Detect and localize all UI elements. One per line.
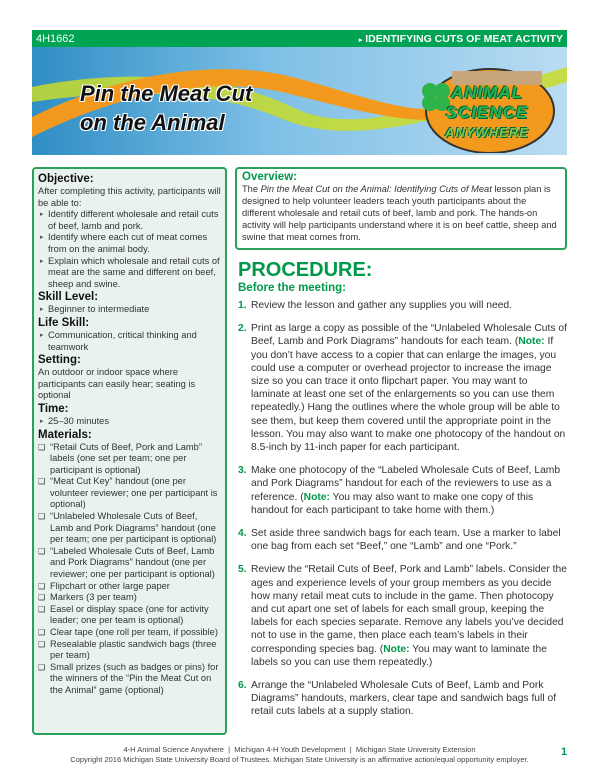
sidebar-summary bbox=[32, 167, 227, 735]
page-number: 1 bbox=[561, 746, 568, 758]
overview-box bbox=[235, 167, 567, 250]
material-item: ❑ Clear tape (one roll per team, if possible) bbox=[38, 627, 221, 639]
procedure-subheading: Before the meeting: bbox=[238, 282, 346, 294]
objective-heading: Objective: bbox=[38, 173, 94, 185]
time-heading: Time: bbox=[38, 402, 69, 415]
procedure-step: 1. Review the lesson and gather any supplies you will need. bbox=[238, 300, 513, 311]
setting-text: An outdoor or indoor space where participants can easily hear; seating is optional bbox=[38, 367, 196, 401]
footer-credits: 4-H Animal Science Anywhere | Michigan 4-H Youth Development | Michigan State University Extension bbox=[123, 745, 476, 754]
life-skill-heading: Life Skill: bbox=[38, 316, 90, 329]
header-bar bbox=[32, 30, 567, 47]
material-item: ❑ Resealable plastic sandwich bags (three per team) bbox=[38, 639, 221, 662]
materials-heading: Materials: bbox=[38, 428, 92, 441]
material-item: ❑ Small prizes (such as badges or pins) for the winners of the “Pin the Meat Cut on the Animal” game (optional) bbox=[38, 662, 221, 697]
skill-level: ▸ Beginner to intermediate bbox=[38, 304, 221, 316]
procedure-step: 4. Set aside three sandwich bags for each team. Use a marker to label one bag from each set “Beef,” one “Lamb” and one “Pork.” bbox=[238, 528, 561, 553]
setting-heading: Setting: bbox=[38, 354, 81, 367]
procedure-step: 2. Print as large a copy as possible of the “Unlabeled Wholesale Cuts of Beef, Lamb and Pork Diagrams” handouts for each team. (Note: If you don’t have access to a copier that can enlarge the images, you could use a computer or overhead projector to increase the image size so you can trace it onto flipchart paper. You may want to laminate at least one set of the enlargements so you can use them repeatedly.) Hang the outlines where the whole group will be able to see them, but keep them covered until the appropriate point in the lesson. You may also want to make one photocopy of the handout on 8.5-inch by 11-inch paper for each participant. bbox=[238, 323, 567, 454]
material-item: ❑ “Meat Cut Key” handout (one per volunteer reviewer; one per participant is optional) bbox=[38, 476, 221, 511]
material-item: ❑ “Labeled Wholesale Cuts of Beef, Lamb and Pork Diagrams” handout (one per reviewer; one per participant is optional) bbox=[38, 546, 221, 581]
procedure-heading: PROCEDURE: bbox=[238, 259, 373, 281]
time-text: ▸ 25–30 minutes bbox=[38, 416, 221, 428]
banner bbox=[32, 47, 567, 155]
footer-copyright: Copyright 2016 Michigan State University Board of Trustees. Michigan State University is an affirmative action/equal opportunity employer. bbox=[70, 755, 529, 764]
life-skill: ▸ Communication, critical thinking and teamwork bbox=[38, 330, 221, 353]
material-item: ❑ Easel or display space (one for activity leader; one per team is optional) bbox=[38, 604, 221, 627]
material-item: ❑ Flipchart or other large paper bbox=[38, 581, 221, 593]
objective-item: ▸ Explain which wholesale and retail cuts of meat are the same and different on beef, sheep and swine. bbox=[38, 256, 221, 291]
material-item: ❑ “Retail Cuts of Beef, Pork and Lamb” labels (one set per team; one per participant is optional) bbox=[38, 442, 221, 477]
objective-intro: After completing this activity, participants will be able to: bbox=[38, 186, 221, 208]
document-code: 4H1662 bbox=[36, 32, 75, 45]
material-item: ❑ Markers (3 per team) bbox=[38, 592, 221, 604]
overview-heading: Overview: bbox=[242, 171, 297, 183]
animal-science-anywhere-logo: ANIMAL SCIENCE ANYWHERE bbox=[412, 61, 562, 153]
footer bbox=[32, 745, 567, 765]
procedure-step: 3. Make one photocopy of the “Labeled Wholesale Cuts of Beef, Lamb and Pork Diagrams” handout for each of the reviewers to use as a reference. (Note: You may also want to make one copy of this handout for each participant to take home with them.) bbox=[238, 465, 561, 516]
procedure-section bbox=[238, 258, 568, 729]
page-title: Pin the Meat Cut on the Animal bbox=[80, 81, 253, 135]
procedure-step: 5. Review the “Retail Cuts of Beef, Pork and Lamb” labels. Consider the ages and experience levels of your group members as you decide how many retail meat cuts to include in the game. Then photocopy and cut apart one set of labels for each small group, keeping the labels for each species separate. Remove any labels you’ve decided not to use in the game, then place each team’s labels in their corresponding species bag. (Note: You may want to laminate the labels so you can use them repeatedly.) bbox=[238, 564, 567, 668]
procedure-step: 6. Arrange the “Unlabeled Wholesale Cuts of Beef, Lamb and Pork Diagrams” handouts, markers, clear tape and sandwich bags full of retail cuts labels at a supply station. bbox=[238, 680, 557, 718]
objective-item: ▸ Identify different wholesale and retail cuts of beef, lamb and pork. bbox=[38, 209, 221, 232]
skill-heading: Skill Level: bbox=[38, 291, 99, 304]
overview-text: The Pin the Meat Cut on the Animal: Identifying Cuts of Meat lesson plan is designed to help volunteer leaders teach youth participants about the different wholesale and retail cuts of beef, lamb and pork. The hands-on activity will help participants understand where it is on beef cattle, sheep and swine that meat comes from. bbox=[242, 184, 557, 242]
series-title: ▸ IDENTIFYING CUTS OF MEAT ACTIVITY bbox=[358, 32, 563, 45]
objective-item: ▸ Identify where each cut of meat comes from on the animal body. bbox=[38, 232, 221, 255]
material-item: ❑ “Unlabeled Wholesale Cuts of Beef, Lamb and Pork Diagrams” handout (one per team; one per participant is optional) bbox=[38, 511, 221, 546]
